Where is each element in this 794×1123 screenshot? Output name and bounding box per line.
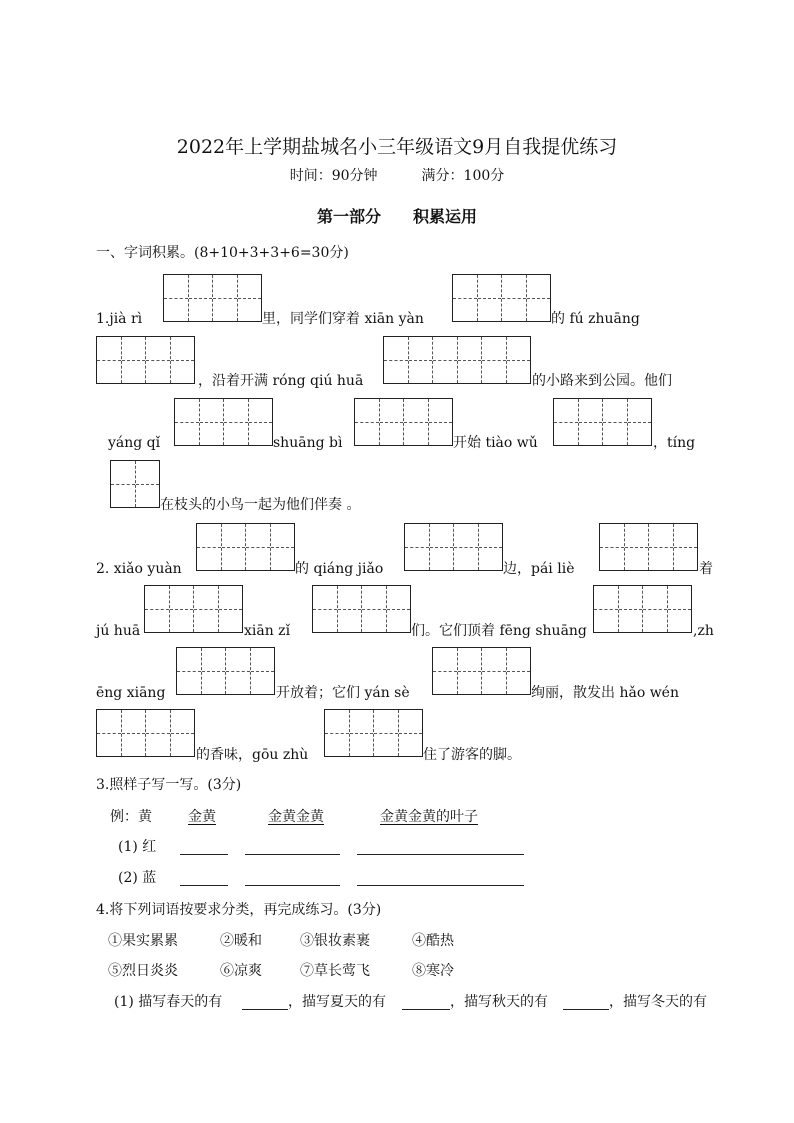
answer-grid[interactable] (312, 585, 411, 633)
q2-text-9: ēng xiāng (96, 685, 166, 701)
answer-grid[interactable] (96, 709, 195, 757)
time-limit: 时间：90分钟 (289, 168, 378, 184)
q2-text-8: ,zh (693, 623, 714, 639)
page-title: 2022年上学期盐城名小三年级语文9月自我提优练习 (176, 136, 618, 158)
q4-heading: 4.将下列词语按要求分类，再完成练习。(3分) (96, 902, 382, 918)
q4-word: ⑥凉爽 (220, 963, 262, 979)
q1-text-5: 的小路来到公园。他们 (532, 373, 672, 389)
answer-grid[interactable] (324, 709, 423, 757)
q2-text-13: 住了游客的脚。 (423, 747, 521, 763)
answer-blank[interactable] (242, 1009, 288, 1010)
q2-text-4: 着 (699, 561, 713, 577)
q4-word: ⑦草长莺飞 (300, 963, 370, 979)
q4-word: ③银妆素裹 (300, 933, 370, 949)
answer-blank[interactable] (563, 1009, 609, 1010)
answer-blank[interactable] (402, 1009, 450, 1010)
answer-blank[interactable] (245, 854, 340, 855)
answer-grid[interactable] (383, 336, 531, 384)
q2-text-11: 绚丽，散发出 hǎo wén (531, 685, 679, 701)
answer-blank[interactable] (180, 885, 228, 886)
q3-row-1: (1) 红 (118, 839, 157, 855)
part-number: 第一部分 (316, 207, 381, 226)
q1-text-6: yáng qǐ (108, 435, 161, 451)
answer-grid[interactable] (432, 647, 531, 695)
q2-text-5: jú huā (96, 623, 141, 639)
answer-grid[interactable] (176, 647, 275, 695)
answer-grid[interactable] (163, 274, 262, 322)
answer-grid[interactable] (110, 460, 160, 508)
q1-text-4: ，沿着开满 róng qiú huā (198, 373, 364, 389)
answer-grid[interactable] (174, 398, 273, 446)
answer-grid[interactable] (553, 398, 652, 446)
q1-text-8: 开始 tiào wǔ (453, 435, 538, 451)
answer-grid[interactable] (144, 585, 243, 633)
q1-text-7: shuāng bì (273, 435, 343, 451)
q3-example-2: 金黄金黄 (268, 809, 324, 825)
q4-word: ⑧寒冷 (412, 963, 454, 979)
q2-text-10: 开放着；它们 yán sè (276, 685, 410, 701)
q2-text-3: 边，pái liè (503, 561, 575, 577)
q4-prompt-3: ，描写秋天的有 (450, 994, 548, 1010)
full-score: 满分：100分 (421, 168, 505, 184)
q1-text-1: 1.jià rì (96, 311, 143, 327)
q2-text-6: xiān zǐ (244, 623, 291, 639)
q4-prompt-2: ，描写夏天的有 (288, 994, 386, 1010)
q1-text-2: 里，同学们穿着 xiān yàn (262, 311, 424, 327)
q3-example-label: 例：黄 (110, 809, 152, 825)
section-heading: 一、字词积累。(8+10+3+3+6=30分) (96, 245, 349, 261)
q3-heading: 3.照样子写一写。(3分) (96, 777, 242, 793)
q1-text-3: 的 fú zhuāng (551, 311, 640, 327)
q3-row-2: (2) 蓝 (118, 870, 157, 886)
answer-grid[interactable] (404, 523, 503, 571)
q2-text-7: 们。它们顶着 fēng shuāng (411, 623, 587, 639)
answer-grid[interactable] (452, 274, 551, 322)
answer-blank[interactable] (357, 885, 524, 886)
q2-text-1: 2. xiǎo yuàn (96, 561, 182, 577)
q4-word: ④酷热 (412, 933, 454, 949)
part-title: 积累运用 (413, 207, 478, 226)
q4-word: ②暖和 (220, 933, 262, 949)
q2-text-2: 的 qiáng jiǎo (295, 561, 384, 577)
answer-blank[interactable] (245, 885, 340, 886)
q1-text-10: 在枝头的小鸟一起为他们伴奏 。 (160, 497, 361, 513)
q4-prompt-4: ，描写冬天的有 (609, 994, 707, 1010)
q2-text-12: 的香味，gōu zhù (196, 747, 309, 763)
exam-info (0, 167, 794, 185)
answer-blank[interactable] (180, 854, 228, 855)
answer-grid[interactable] (593, 585, 692, 633)
q4-word: ⑤烈日炎炎 (108, 963, 178, 979)
answer-grid[interactable] (599, 523, 698, 571)
answer-grid[interactable] (354, 398, 453, 446)
q3-example-3: 金黄金黄的叶子 (380, 809, 478, 825)
answer-grid[interactable] (96, 336, 195, 384)
q4-prompt-1: (1) 描写春天的有 (114, 994, 223, 1010)
answer-blank[interactable] (357, 854, 524, 855)
answer-grid[interactable] (196, 523, 295, 571)
q4-word: ①果实累累 (108, 933, 178, 949)
q3-example-1: 金黄 (188, 809, 216, 825)
part-heading (0, 208, 794, 226)
q1-text-9: ，tíng (653, 435, 696, 451)
